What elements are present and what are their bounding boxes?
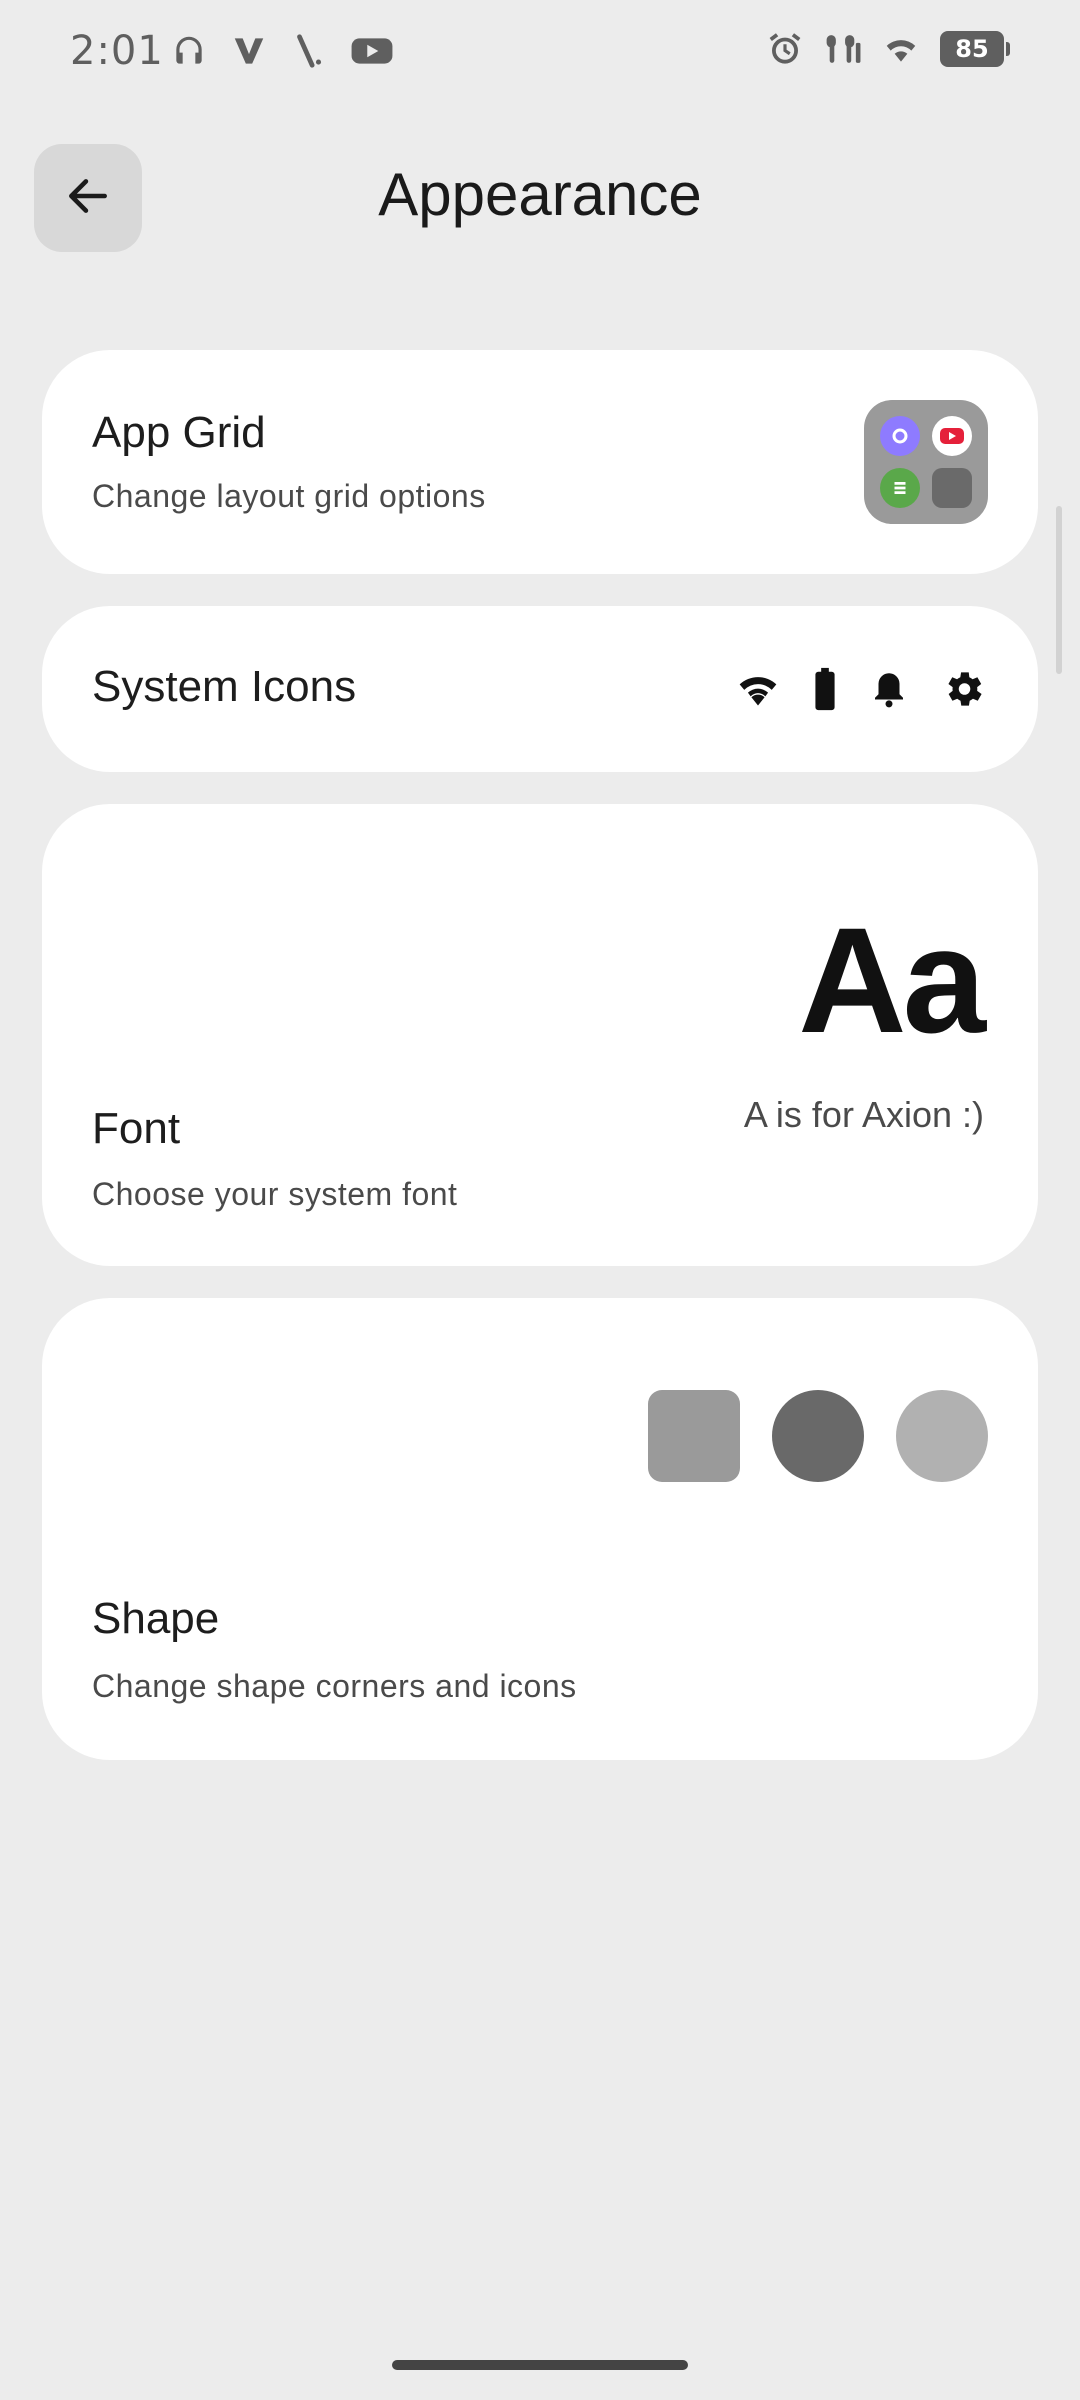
headphones-icon	[170, 32, 208, 70]
battery-level: 85	[955, 35, 989, 63]
wifi-icon	[880, 30, 922, 68]
battery-indicator	[940, 31, 1004, 67]
status-right-icons	[766, 30, 1004, 68]
system-icons-preview	[734, 666, 986, 716]
v-app-icon	[230, 32, 268, 70]
dark-circle-shape	[772, 1390, 864, 1482]
app-grid-card[interactable]	[42, 350, 1038, 574]
status-left-icons	[170, 32, 394, 70]
scrollbar[interactable]	[1056, 506, 1062, 674]
font-card[interactable]	[42, 804, 1038, 1266]
gear-icon	[940, 666, 986, 716]
font-sample: Aa	[798, 896, 982, 1064]
light-circle-shape	[896, 1390, 988, 1482]
mini-app-purple-icon	[880, 416, 920, 456]
alarm-icon	[766, 30, 804, 68]
app-grid-title: App Grid	[92, 408, 266, 457]
page-title: Appearance	[378, 161, 702, 228]
youtube-icon	[350, 32, 394, 70]
status-bar	[0, 0, 1080, 104]
font-tagline: A is for Axion :)	[743, 1094, 984, 1135]
wifi-icon	[734, 667, 782, 715]
font-subtitle: Choose your system font	[92, 1176, 458, 1212]
shape-card[interactable]	[42, 1298, 1038, 1760]
status-time: 2:01	[70, 28, 164, 74]
slash-app-icon	[290, 32, 328, 70]
shape-title: Shape	[92, 1594, 220, 1643]
shape-previews	[648, 1390, 988, 1482]
font-title: Font	[92, 1104, 181, 1153]
system-icons-title: System Icons	[92, 662, 357, 711]
navigation-handle[interactable]	[392, 2360, 688, 2370]
system-icons-card[interactable]	[42, 606, 1038, 772]
battery-icon	[812, 666, 838, 716]
bell-icon	[868, 667, 910, 715]
rounded-square-shape	[648, 1390, 740, 1482]
mini-app-green-icon	[880, 468, 920, 508]
mini-youtube-icon	[932, 416, 972, 456]
mini-app-placeholder-icon	[932, 468, 972, 508]
earbuds-icon	[822, 30, 862, 68]
shape-subtitle: Change shape corners and icons	[92, 1668, 577, 1704]
app-grid-preview	[864, 400, 988, 524]
app-grid-subtitle: Change layout grid options	[92, 478, 486, 514]
